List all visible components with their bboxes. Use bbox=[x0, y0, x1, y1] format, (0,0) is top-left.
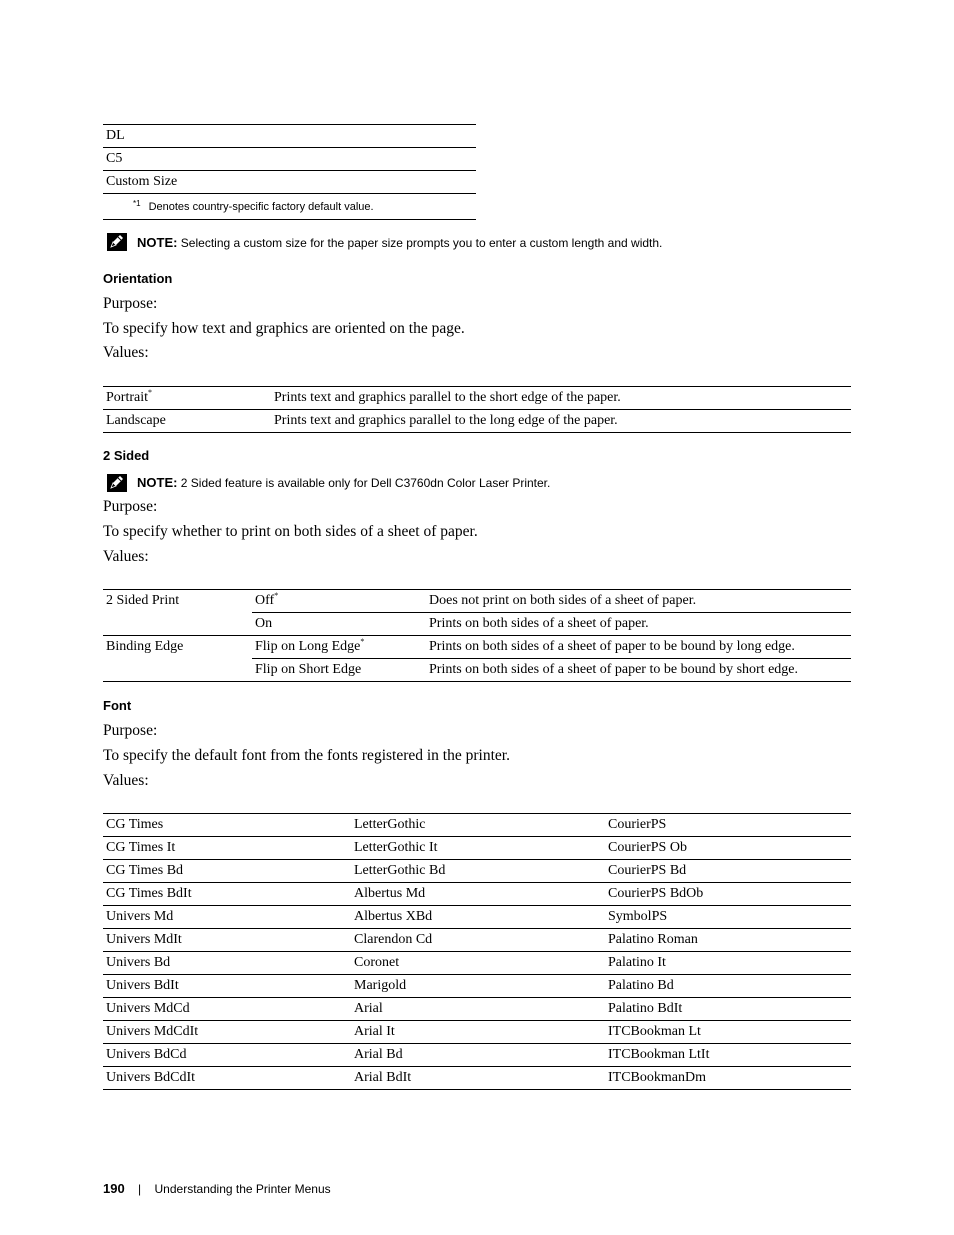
table-row bbox=[103, 148, 476, 171]
table-row bbox=[103, 837, 851, 860]
table-row bbox=[103, 814, 851, 837]
footer-separator: | bbox=[138, 1182, 142, 1196]
purpose-text: To specify how text and graphics are oriented on the page. bbox=[103, 320, 465, 337]
section-heading-2-sided: 2 Sided bbox=[103, 448, 150, 463]
value-text: Portrait bbox=[106, 390, 148, 405]
table-cell: Prints on both sides of a sheet of paper. bbox=[426, 613, 851, 636]
table-cell: Custom Size bbox=[103, 171, 476, 194]
values-label: Values: bbox=[103, 344, 149, 361]
table-cell: Univers BdCdIt bbox=[103, 1067, 351, 1090]
note-text: Selecting a custom size for the paper size prompts you to enter a custom length and width. bbox=[180, 236, 663, 250]
table-row bbox=[103, 387, 851, 410]
table-cell: ITCBookmanDm bbox=[605, 1067, 851, 1090]
table-row bbox=[103, 1067, 851, 1090]
table-cell: CG Times bbox=[103, 814, 351, 837]
table-row bbox=[103, 410, 851, 433]
page-number: 190 bbox=[103, 1181, 125, 1196]
table-cell: Coronet bbox=[351, 952, 605, 975]
table-cell: Arial Bd bbox=[351, 1044, 605, 1067]
table-cell: Arial bbox=[351, 998, 605, 1021]
note-label: NOTE: bbox=[137, 475, 178, 490]
table-cell: CourierPS Bd bbox=[605, 860, 851, 883]
purpose-label: Purpose: bbox=[103, 722, 158, 739]
table-footnote bbox=[103, 194, 476, 220]
default-mark: * bbox=[274, 591, 279, 600]
table-cell: Prints on both sides of a sheet of paper to be bound by long edge. bbox=[426, 636, 851, 659]
table-cell: DL bbox=[103, 125, 476, 148]
table-row bbox=[103, 590, 851, 613]
table-cell: Albertus XBd bbox=[351, 906, 605, 929]
footnote-text: Denotes country-specific factory default value. bbox=[148, 200, 374, 213]
pencil-note-icon bbox=[107, 233, 127, 251]
purpose-text: To specify whether to print on both sides of a sheet of paper. bbox=[103, 523, 478, 540]
table-cell: Univers MdIt bbox=[103, 929, 351, 952]
table-cell: ITCBookman LtIt bbox=[605, 1044, 851, 1067]
table-row bbox=[103, 125, 476, 148]
table-row bbox=[103, 906, 851, 929]
table-cell: CourierPS bbox=[605, 814, 851, 837]
table-cell: Clarendon Cd bbox=[351, 929, 605, 952]
table-cell: C5 bbox=[103, 148, 476, 171]
default-mark: * bbox=[360, 637, 365, 646]
table-cell: LetterGothic bbox=[351, 814, 605, 837]
note-label: NOTE: bbox=[137, 235, 178, 250]
table-cell: Marigold bbox=[351, 975, 605, 998]
default-mark: * bbox=[148, 388, 152, 397]
note bbox=[137, 235, 662, 250]
table-cell: Flip on Short Edge bbox=[252, 659, 426, 682]
table-row bbox=[103, 975, 851, 998]
table-cell: Arial BdIt bbox=[351, 1067, 605, 1090]
table-cell: CourierPS Ob bbox=[605, 837, 851, 860]
table-cell bbox=[252, 636, 426, 659]
table-cell: ITCBookman Lt bbox=[605, 1021, 851, 1044]
table-cell: LetterGothic It bbox=[351, 837, 605, 860]
table-cell: Palatino It bbox=[605, 952, 851, 975]
table-row bbox=[103, 636, 851, 659]
purpose-text: To specify the default font from the fonts registered in the printer. bbox=[103, 747, 510, 764]
purpose-label: Purpose: bbox=[103, 498, 158, 515]
table-row bbox=[103, 998, 851, 1021]
table-cell: Prints text and graphics parallel to the short edge of the paper. bbox=[271, 387, 851, 410]
value-text: Landscape bbox=[106, 413, 166, 428]
table-cell: Palatino Roman bbox=[605, 929, 851, 952]
table-footnote-row bbox=[103, 194, 476, 220]
table-cell-group: Binding Edge bbox=[103, 636, 252, 682]
table-row bbox=[103, 1021, 851, 1044]
table-row bbox=[103, 883, 851, 906]
values-label: Values: bbox=[103, 772, 149, 789]
table-row bbox=[103, 171, 476, 194]
chapter-title: Understanding the Printer Menus bbox=[154, 1182, 331, 1196]
table-cell bbox=[252, 590, 426, 613]
table-cell: Prints text and graphics parallel to the long edge of the paper. bbox=[271, 410, 851, 433]
table-cell: Univers BdIt bbox=[103, 975, 351, 998]
note bbox=[137, 475, 550, 490]
table-cell bbox=[103, 410, 271, 433]
table-cell: Does not print on both sides of a sheet of paper. bbox=[426, 590, 851, 613]
table-cell: CG Times Bd bbox=[103, 860, 351, 883]
table-cell: On bbox=[252, 613, 426, 636]
table-cell: Univers Md bbox=[103, 906, 351, 929]
two-sided-table bbox=[103, 589, 851, 682]
purpose-label: Purpose: bbox=[103, 295, 158, 312]
table-row bbox=[103, 952, 851, 975]
table-cell: Arial It bbox=[351, 1021, 605, 1044]
table-cell: CG Times BdIt bbox=[103, 883, 351, 906]
table-cell: CG Times It bbox=[103, 837, 351, 860]
paper-size-table bbox=[103, 124, 476, 220]
table-cell: Univers MdCdIt bbox=[103, 1021, 351, 1044]
table-cell: Univers MdCd bbox=[103, 998, 351, 1021]
values-label: Values: bbox=[103, 548, 149, 565]
page-footer bbox=[103, 1181, 331, 1196]
font-table bbox=[103, 813, 851, 1090]
table-cell: Prints on both sides of a sheet of paper to be bound by short edge. bbox=[426, 659, 851, 682]
table-cell: Univers Bd bbox=[103, 952, 351, 975]
table-cell: SymbolPS bbox=[605, 906, 851, 929]
table-cell: LetterGothic Bd bbox=[351, 860, 605, 883]
table-cell: Palatino BdIt bbox=[605, 998, 851, 1021]
table-row bbox=[103, 860, 851, 883]
footnote-mark: *1 bbox=[133, 198, 141, 208]
value-text: Flip on Long Edge bbox=[255, 639, 361, 654]
orientation-table bbox=[103, 386, 851, 433]
note-text: 2 Sided feature is available only for Dell C3760dn Color Laser Printer. bbox=[180, 476, 551, 490]
pencil-note-icon bbox=[107, 474, 127, 492]
table-cell: Univers BdCd bbox=[103, 1044, 351, 1067]
section-heading-orientation: Orientation bbox=[103, 271, 173, 286]
table-cell: Palatino Bd bbox=[605, 975, 851, 998]
table-cell bbox=[103, 387, 271, 410]
table-row bbox=[103, 929, 851, 952]
table-cell: CourierPS BdOb bbox=[605, 883, 851, 906]
table-cell-group: 2 Sided Print bbox=[103, 590, 252, 636]
section-heading-font: Font bbox=[103, 698, 132, 713]
value-text: Off bbox=[255, 593, 275, 608]
table-row bbox=[103, 1044, 851, 1067]
table-cell: Albertus Md bbox=[351, 883, 605, 906]
